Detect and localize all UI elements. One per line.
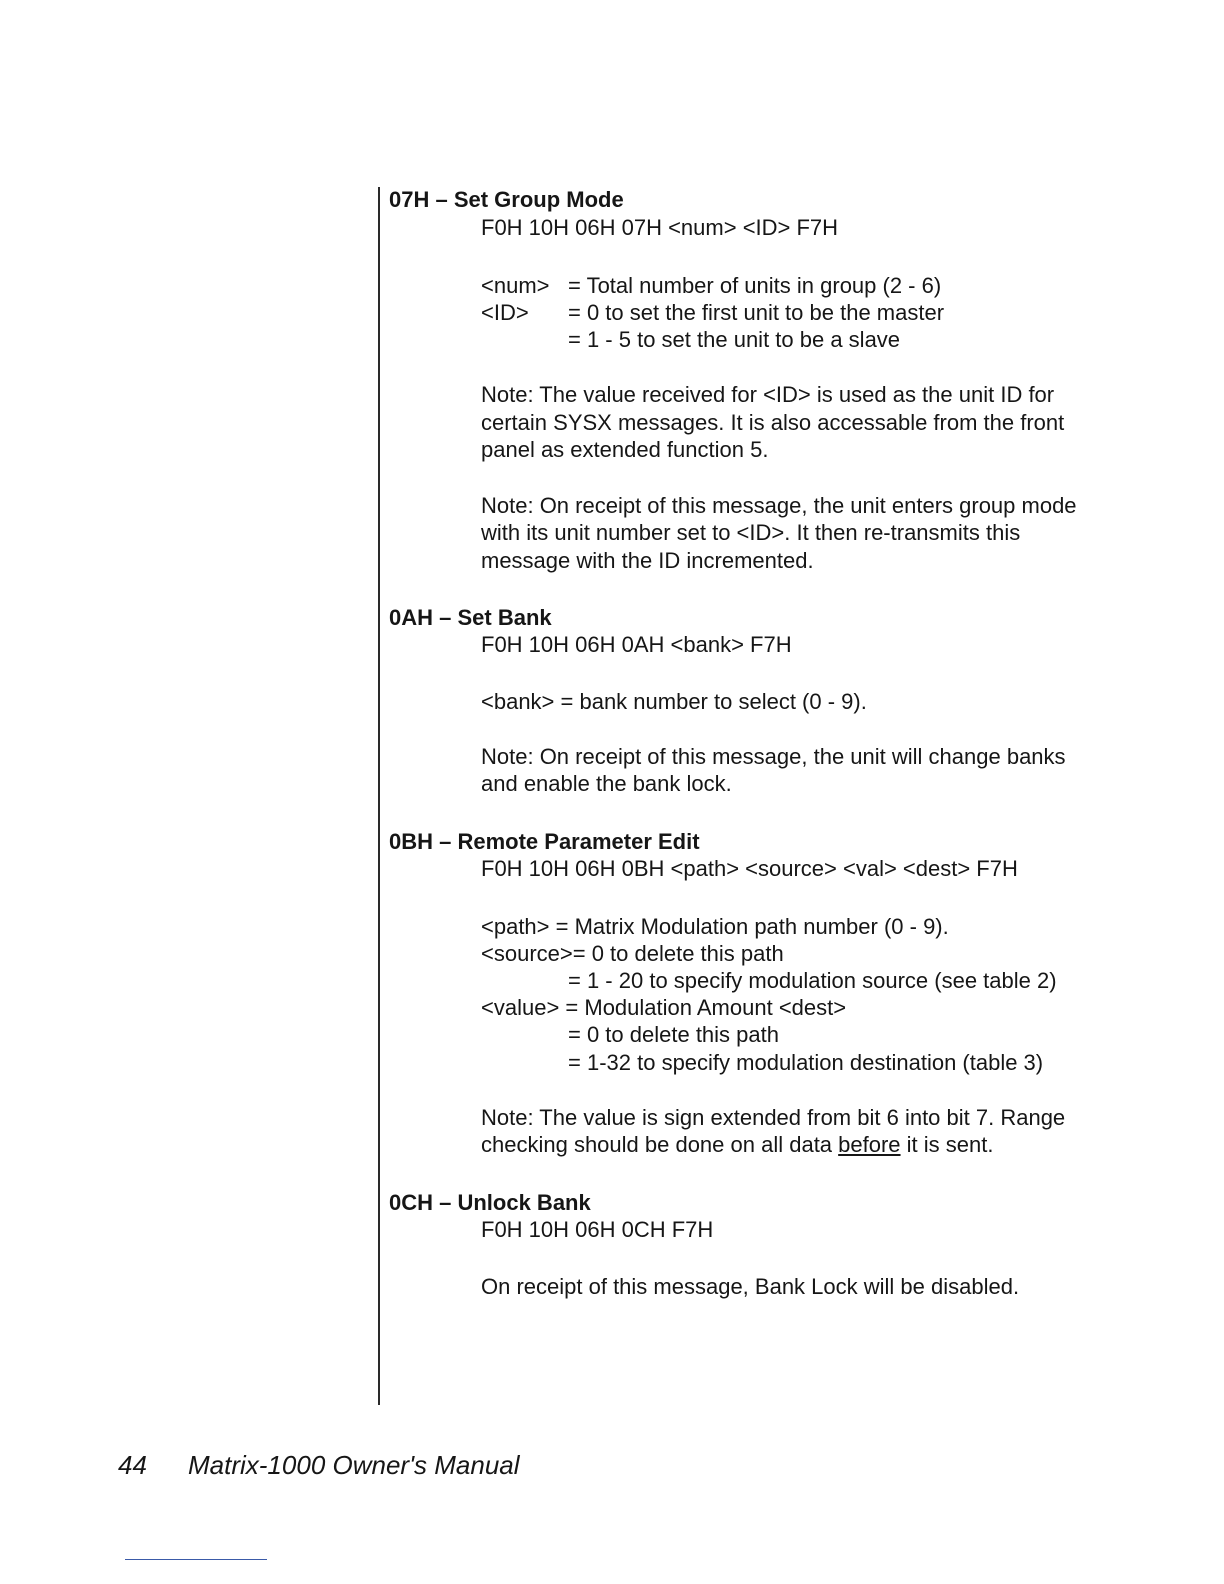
note-remote-edit-line-1: Note: The value is sign extended from bit 6 into bit 7. Range	[481, 1105, 1066, 1130]
note-remote-edit-line-2	[481, 1132, 993, 1158]
param-dest-desc-range: = 1-32 to specify modulation destination (table 3)	[568, 1050, 1044, 1075]
param-num-desc: = Total number of units in group (2 - 6)	[568, 273, 942, 298]
param-id-desc-slave: = 1 - 5 to set the unit to be a slave	[568, 327, 901, 352]
message-format-remote-parameter-edit: F0H 10H 06H 0BH <path> <source> <val> <dest> F7H	[481, 856, 1018, 881]
note-remote-edit-underlined-word: before	[838, 1132, 901, 1157]
param-num-label: <num>	[481, 273, 550, 298]
param-bank-desc: <bank> = bank number to select (0 - 9).	[481, 689, 867, 714]
note-unit-id-line-1: Note: The value received for <ID> is used as the unit ID for	[481, 382, 1055, 407]
note-group-mode-line-1: Note: On receipt of this message, the unit enters group mode	[481, 493, 1077, 518]
note-remote-edit-text-pre: checking should be done on all data	[481, 1132, 839, 1157]
page-number: 44	[118, 1450, 147, 1480]
message-format-set-group-mode: F0H 10H 06H 07H <num> <ID> F7H	[481, 215, 839, 240]
param-value-desc: <value> = Modulation Amount <dest>	[481, 995, 847, 1020]
param-source-desc: <source>= 0 to delete this path	[481, 941, 784, 966]
param-source-desc-range: = 1 - 20 to specify modulation source (see table 2)	[568, 968, 1057, 993]
param-id-label: <ID>	[481, 300, 529, 325]
note-unit-id-line-3: panel as extended function 5.	[481, 437, 769, 462]
param-id-desc-master: = 0 to set the first unit to be the master	[568, 300, 945, 325]
section-heading-set-group-mode: 07H – Set Group Mode	[389, 187, 624, 212]
change-bar	[378, 187, 380, 1405]
section-heading-unlock-bank: 0CH – Unlock Bank	[389, 1190, 591, 1215]
note-remote-edit-text-post: it is sent.	[900, 1132, 994, 1157]
note-group-mode-line-3: message with the ID incremented.	[481, 548, 814, 573]
note-set-bank-line-1: Note: On receipt of this message, the unit will change banks	[481, 744, 1066, 769]
message-format-unlock-bank: F0H 10H 06H 0CH F7H	[481, 1217, 714, 1242]
section-heading-set-bank: 0AH – Set Bank	[389, 605, 552, 630]
bottom-rule	[125, 1559, 267, 1560]
param-dest-desc-delete: = 0 to delete this path	[568, 1022, 779, 1047]
message-format-set-bank: F0H 10H 06H 0AH <bank> F7H	[481, 632, 792, 657]
unlock-bank-description: On receipt of this message, Bank Lock will be disabled.	[481, 1274, 1020, 1299]
note-unit-id-line-2: certain SYSX messages. It is also accessable from the front	[481, 410, 1065, 435]
param-path-desc: <path> = Matrix Modulation path number (0 - 9).	[481, 914, 949, 939]
manual-title: Matrix-1000 Owner's Manual	[188, 1450, 520, 1480]
section-heading-remote-parameter-edit: 0BH – Remote Parameter Edit	[389, 829, 700, 854]
note-group-mode-line-2: with its unit number set to <ID>. It then re-transmits this	[481, 520, 1021, 545]
note-set-bank-line-2: and enable the bank lock.	[481, 771, 732, 796]
